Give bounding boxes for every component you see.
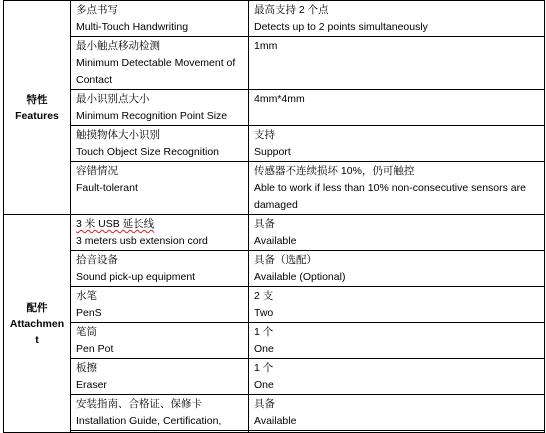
item-cell	[71, 37, 249, 90]
item-label-zh: 3 米 USB 延长线	[76, 218, 155, 230]
value-cell	[249, 287, 545, 323]
value-cell	[249, 90, 545, 126]
item-label-en: Sound pick-up equipment	[76, 271, 196, 283]
item-label-zh: 最小识别点大小	[76, 93, 150, 105]
category-label-en: Attachmen	[9, 317, 65, 330]
item-label-en: PenS	[76, 307, 102, 319]
category-label-zh: 特性	[26, 93, 48, 106]
item-cell	[71, 431, 249, 433]
value-en: Able to work if less than 10% non-consecutive sensors are damaged	[254, 182, 526, 211]
item-label-zh: 笔筒	[76, 326, 97, 338]
value-zh: 具备	[254, 398, 275, 410]
value-en: One	[254, 379, 274, 391]
value-text: 1mm	[254, 40, 278, 52]
value-cell	[249, 37, 545, 90]
value-en: Available	[254, 415, 297, 427]
table-row	[4, 287, 545, 323]
value-en: One	[254, 343, 274, 355]
item-label-en: Eraser	[76, 379, 107, 391]
table-row	[4, 1, 545, 37]
table-row	[4, 126, 545, 162]
item-label-zh: 安装指南、合格证、保修卡	[76, 398, 202, 410]
item-label-en: Minimum Recognition Point Size	[76, 110, 228, 122]
table-row	[4, 431, 545, 433]
spec-table	[3, 0, 545, 433]
item-label-en: Fault-tolerant	[76, 182, 138, 194]
table-row	[4, 37, 545, 90]
item-cell	[71, 359, 249, 395]
item-cell	[71, 162, 249, 215]
table-row	[4, 359, 545, 395]
item-label-en: Touch Object Size Recognition	[76, 146, 219, 158]
value-cell	[249, 395, 545, 431]
category-label-en-wrap: t	[35, 333, 39, 346]
item-cell	[71, 90, 249, 126]
category-label-en: Features	[15, 109, 59, 122]
item-label-en: Installation Guide, Certification,	[76, 415, 222, 427]
value-cell	[249, 359, 545, 395]
value-cell	[249, 126, 545, 162]
item-label-zh: 多点书写	[76, 4, 118, 16]
item-cell	[71, 287, 249, 323]
value-cell	[249, 162, 545, 215]
item-cell	[71, 395, 249, 431]
value-en: Available (Optional)	[254, 271, 346, 283]
value-text: 4mm*4mm	[254, 93, 305, 105]
item-cell	[71, 126, 249, 162]
table-row	[4, 323, 545, 359]
value-cell	[249, 431, 545, 433]
value-cell	[249, 323, 545, 359]
value-zh: 具备（选配）	[254, 254, 317, 266]
table-row	[4, 162, 545, 215]
item-cell	[71, 323, 249, 359]
item-label-en: Multi-Touch Handwriting	[76, 21, 189, 33]
value-zh: 最高支持 2 个点	[254, 4, 329, 16]
value-zh: 具备	[254, 218, 275, 230]
item-label-zh: 拾音设备	[76, 254, 118, 266]
table-row	[4, 251, 545, 287]
category-attachment	[4, 215, 71, 433]
item-label-en: Pen Pot	[76, 343, 114, 355]
item-cell	[71, 215, 249, 251]
value-en: Detects up to 2 points simultaneously	[254, 21, 428, 33]
value-en: Two	[254, 307, 274, 319]
value-zh: 1 个	[254, 326, 274, 338]
item-label-en: 3 meters usb extension cord	[76, 235, 208, 247]
value-cell	[249, 1, 545, 37]
item-label-zh: 容错情况	[76, 165, 118, 177]
item-label-zh: 最小触点移动检测	[76, 40, 160, 52]
table-row	[4, 215, 545, 251]
item-label-zh: 板擦	[76, 362, 97, 374]
table-row	[4, 90, 545, 126]
table-row	[4, 395, 545, 431]
category-label-zh: 配件	[26, 301, 48, 314]
value-zh: 2 支	[254, 290, 274, 302]
item-cell	[71, 251, 249, 287]
value-zh: 1 个	[254, 362, 274, 374]
value-zh: 传感器不连续损坏 10%，仍可触控	[254, 165, 415, 177]
item-cell	[71, 1, 249, 37]
item-label-zh: 水笔	[76, 290, 97, 302]
value-cell	[249, 251, 545, 287]
value-zh: 支持	[254, 129, 275, 141]
value-en: Available	[254, 235, 297, 247]
value-cell	[249, 215, 545, 251]
item-label-zh: 触摸物体大小识别	[76, 129, 160, 141]
category-features	[4, 1, 71, 215]
item-label-en: Minimum Detectable Movement of Contact	[76, 57, 236, 86]
value-en: Support	[254, 146, 291, 158]
